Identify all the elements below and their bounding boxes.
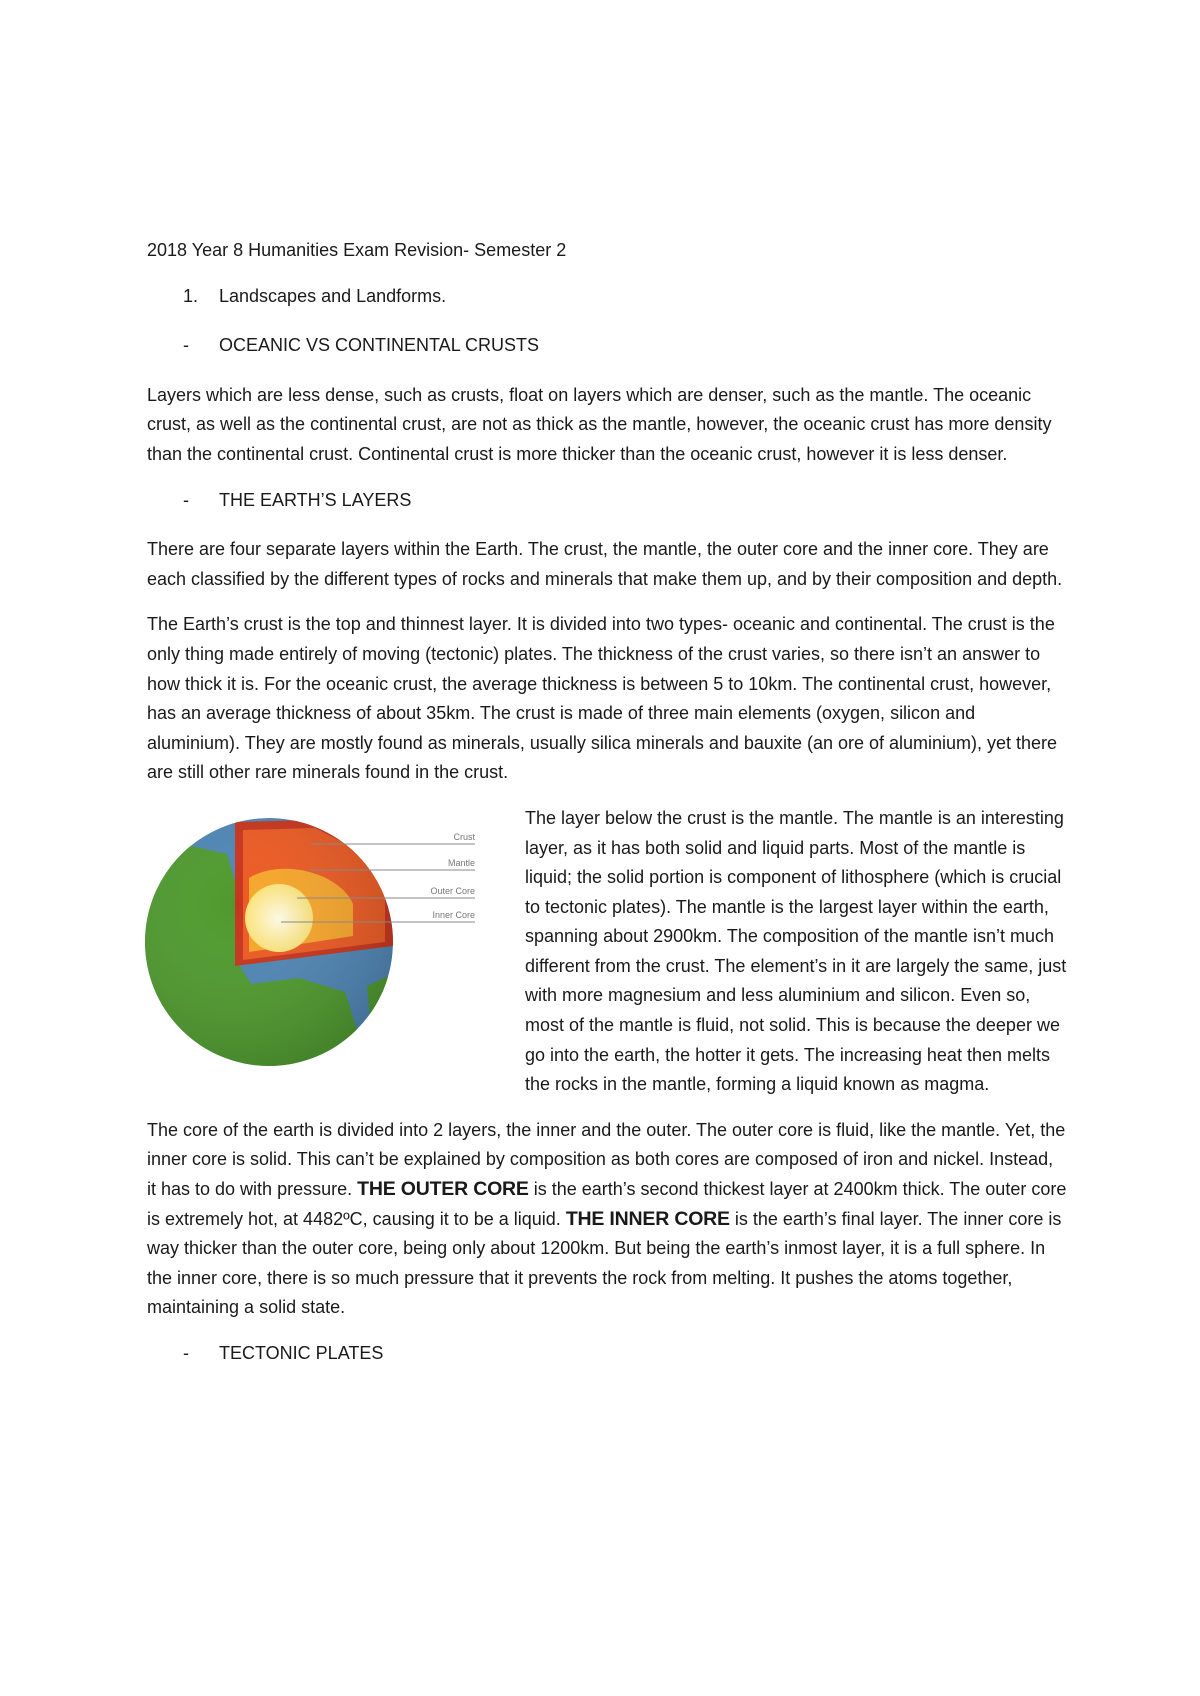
list-number: 1. — [183, 285, 199, 306]
label-outer-core: Outer Core — [430, 885, 475, 896]
earth-layers-figure — [131, 806, 491, 1072]
bullet-dash: - — [183, 489, 189, 510]
bullet-dash: - — [183, 335, 189, 356]
document-title: 2018 Year 8 Humanities Exam Revision- Semester 2 — [147, 240, 567, 260]
paragraph-layers: There are four separate layers within the Earth. The crust, the mantle, the outer core and the inner core. They are each classified by the different types of rocks and minerals that make them up, and by their composition and depth. — [147, 539, 1063, 589]
paragraph-core — [147, 1116, 1067, 1323]
section-heading-landscapes — [147, 282, 1067, 312]
label-crust: Crust — [453, 831, 475, 842]
paragraph-mantle: The layer below the crust is the mantle. The mantle is an interesting layer, as it has both solid and liquid parts. Most of the mantle is liquid; the solid portion is component of lithosphere (which is crucial to tectonic plates). The mantle is the largest layer within the earth, spanning about 2900km. The composition of the mantle isn’t much different from the crust. The element’s in it are largely the same, just with more magnesium and less aluminium and silicon. Even so, most of the mantle is fluid, not solid. This is because the deeper we go into the earth, the hotter it gets. The increasing heat then melts the rocks in the mantle, forming a liquid known as magma. — [525, 807, 1067, 1095]
core-text-1: The core of the earth is divided into 2 layers, the inner and the outer. The outer core is fluid, like the mantle. Yet, the inner core is solid. This can’t be explained by composition as both cores are composed of iron and nickel. Instead, it has to do with pressure. — [147, 1119, 1066, 1200]
subheading-tectonic-plates — [147, 1339, 1067, 1369]
subheading-label: OCEANIC VS CONTINENTAL CRUSTS — [219, 335, 540, 356]
document-body — [147, 236, 1067, 1389]
earth-cross-section-illustration — [131, 806, 491, 1072]
label-mantle: Mantle — [447, 857, 475, 868]
subheading-label: TECTONIC PLATES — [219, 1343, 384, 1363]
paragraph-crust-detail: The Earth’s crust is the top and thinnest layer. It is divided into two types- oceanic and continental. The crust is the only thing made entirely of moving (tectonic) plates. The thickness of the crust varies, so there isn’t an answer to how thick it is. For the oceanic crust, the average thickness is between 5 to 10km. The continental crust, however, has an average thickness of about 35km. The crust is made of three main elements (oxygen, silicon and aluminium). They are mostly found as minerals, usually silica minerals and bauxite (an ore of aluminium), yet there are still other rare minerals found in the crust. — [147, 614, 1058, 783]
paragraph-crusts: Layers which are less dense, such as crusts, float on layers which are denser, such as the mantle. The oceanic crust, as well as the continental crust, are not as thick as the mantle, however, the oceanic crust has more density than the continental crust. Continental crust is more thicker than the oceanic crust, however it is less denser. — [147, 384, 1052, 464]
emphasis-outer-core: THE OUTER CORE — [357, 1178, 529, 1201]
subheading-crusts — [147, 331, 1067, 361]
bullet-dash: - — [183, 1343, 189, 1363]
subheading-label: THE EARTH’S LAYERS — [219, 489, 412, 510]
label-inner-core: Inner Core — [432, 909, 475, 920]
section-label: Landscapes and Landforms. — [219, 285, 447, 306]
core-text-2: is the earth’s second thickest layer at 2400km thick. The outer core is extremely hot, at 4482ºC, causing it to be a liquid. — [147, 1179, 1067, 1229]
subheading-earth-layers — [147, 486, 1067, 516]
core-text-3: is the earth’s final layer. The inner core is way thicker than the outer core, being only about 1200km. But being the earth’s inmost layer, it is a full sphere. In the inner core, there is so much pressure that it prevents the rock from melting. It pushes the atoms together, maintaining a solid state. — [147, 1208, 1062, 1318]
emphasis-inner-core: THE INNER CORE — [565, 1207, 730, 1230]
